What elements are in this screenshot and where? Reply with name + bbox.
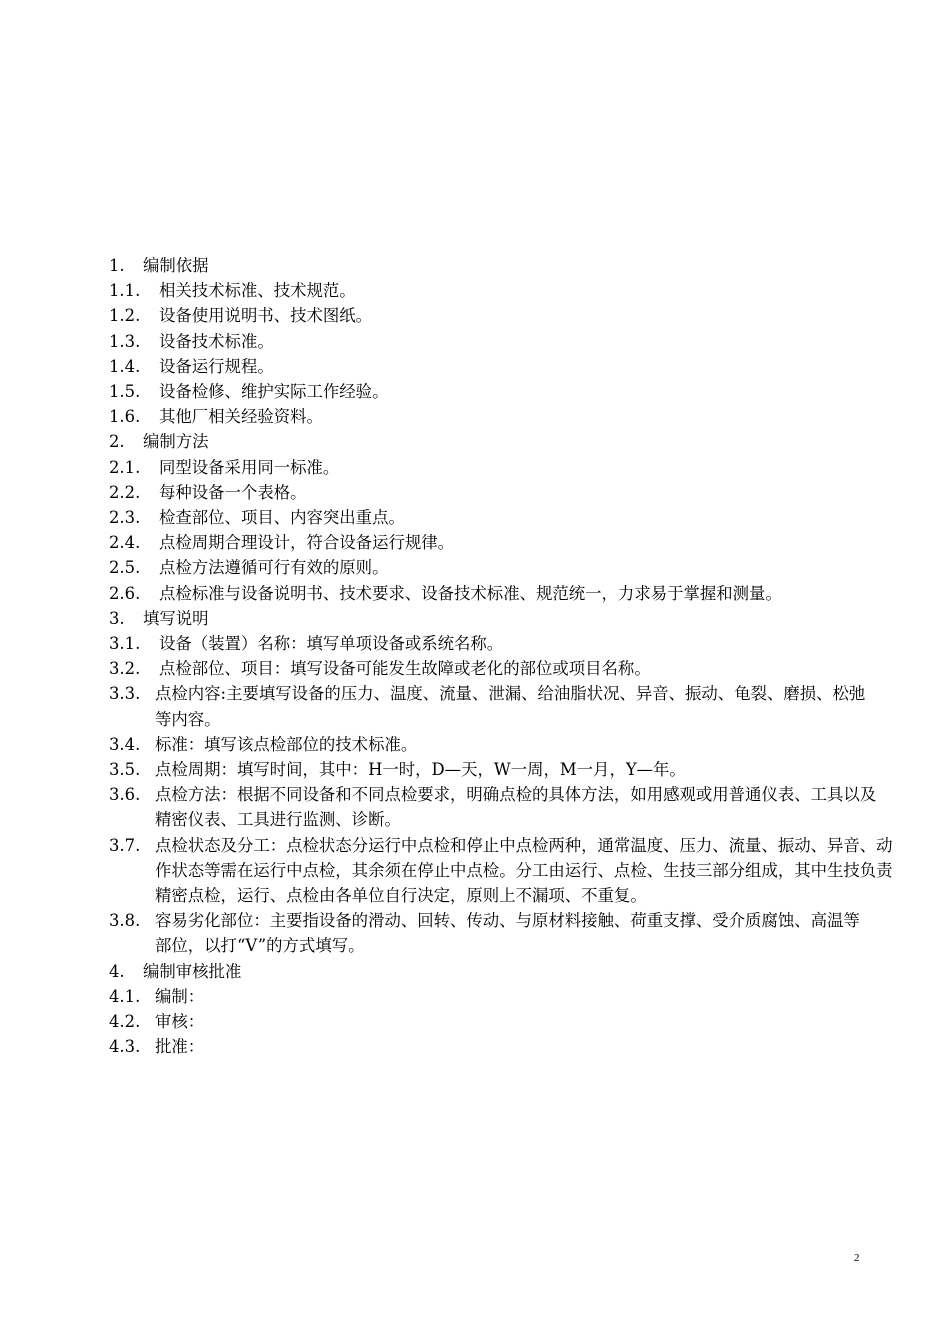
- section-heading: [109, 429, 899, 454]
- list-item: [109, 908, 899, 958]
- item-number: 4.1.: [109, 986, 141, 1006]
- item-text: 点检周期合理设计，符合设备运行规律。: [159, 533, 455, 553]
- item-text: 点检周期：填写时间，其中：H一时，D—天，W一周，M一月，Y—年。: [155, 760, 686, 780]
- item-number: 3.2.: [109, 659, 141, 679]
- item-number: 3.5.: [109, 760, 141, 780]
- item-number: 1.6.: [109, 407, 141, 427]
- item-number: 1.2.: [109, 306, 141, 326]
- list-item: [109, 732, 899, 757]
- section-title: 编制方法: [143, 432, 209, 452]
- document-body: [109, 253, 899, 1060]
- item-number: 3.7.: [109, 835, 141, 855]
- list-item: [109, 354, 899, 379]
- item-text: 审核：: [155, 1012, 205, 1032]
- list-item: [109, 757, 899, 782]
- item-number: 4.2.: [109, 1012, 141, 1032]
- list-item: [109, 404, 899, 429]
- item-number: 2.5.: [109, 558, 141, 578]
- list-item: [109, 1034, 899, 1059]
- list-item: [109, 984, 899, 1009]
- item-text: 点检内容:主要填写设备的压力、温度、流量、泄漏、给油脂状况、异音、振动、龟裂、磨损、松弛等内容。: [155, 684, 866, 729]
- item-number: 3.3.: [109, 684, 141, 704]
- item-text: 点检方法遵循可行有效的原则。: [159, 558, 389, 578]
- item-number: 1.5.: [109, 382, 141, 402]
- item-text: 检查部位、项目、内容突出重点。: [159, 508, 405, 528]
- item-text: 设备使用说明书、技术图纸。: [159, 306, 373, 326]
- item-number: 2.6.: [109, 583, 141, 603]
- section-heading: [109, 606, 899, 631]
- section-title: 编制依据: [143, 256, 209, 275]
- list-item: [109, 379, 899, 404]
- list-item: [109, 530, 899, 555]
- list-item: [109, 631, 899, 656]
- item-text: 设备运行规程。: [159, 356, 274, 376]
- list-item: [109, 581, 899, 606]
- item-text: 设备（装置）名称：填写单项设备或系统名称。: [159, 634, 504, 654]
- list-item: [109, 505, 899, 530]
- item-number: 1.1.: [109, 281, 141, 301]
- list-item: [109, 278, 899, 303]
- list-item: [109, 303, 899, 328]
- section-number: 4.: [109, 961, 125, 981]
- item-number: 2.1.: [109, 457, 141, 477]
- item-number: 4.3.: [109, 1037, 141, 1057]
- item-number: 3.4.: [109, 734, 141, 754]
- item-number: 3.6.: [109, 785, 141, 805]
- item-text: 容易劣化部位：主要指设备的滑动、回转、传动、与原材料接触、荷重支撑、受介质腐蚀、高温等部位，以打“V”的方式填写。: [155, 911, 860, 956]
- item-text: 相关技术标准、技术规范。: [159, 281, 356, 301]
- item-number: 3.1.: [109, 634, 141, 654]
- section-title: 填写说明: [143, 608, 209, 628]
- item-text: 每种设备一个表格。: [159, 482, 307, 502]
- item-text: 点检方法：根据不同设备和不同点检要求，明确点检的具体方法，如用感观或用普通仪表、工具以及精密仪表、工具进行监测、诊断。: [155, 785, 877, 830]
- section-title: 编制审核批准: [143, 961, 242, 981]
- section-number: 1.: [109, 256, 125, 275]
- list-item: [109, 455, 899, 480]
- item-number: 1.4.: [109, 356, 141, 376]
- item-number: 2.2.: [109, 482, 141, 502]
- item-text: 设备技术标准。: [159, 331, 274, 351]
- item-text: 同型设备采用同一标准。: [159, 457, 340, 477]
- list-item: [109, 329, 899, 354]
- item-number: 1.3.: [109, 331, 141, 351]
- item-text: 批准：: [155, 1037, 205, 1057]
- list-item: [109, 656, 899, 681]
- list-item: [109, 833, 899, 909]
- section-number: 2.: [109, 432, 125, 452]
- list-item: [109, 480, 899, 505]
- item-text: 设备检修、维护实际工作经验。: [159, 382, 389, 402]
- item-text: 其他厂相关经验资料。: [159, 407, 323, 427]
- list-item: [109, 1009, 899, 1034]
- item-text: 点检状态及分工：点检状态分运行中点检和停止中点检两种，通常温度、压力、流量、振动、异音、动作状态等需在运行中点检，其余须在停止中点检。分工由运行、点检、生技三部分组成，其中生技负责精密点检，运行、点检由各单位自行决定，原则上不漏项、不重复。: [155, 835, 893, 906]
- item-text: 点检标准与设备说明书、技术要求、设备技术标准、规范统一，力求易于掌握和测量。: [159, 583, 782, 603]
- item-number: 3.8.: [109, 911, 141, 931]
- section-heading: [109, 253, 899, 278]
- item-number: 2.4.: [109, 533, 141, 553]
- item-number: 2.3.: [109, 508, 141, 528]
- item-text: 标准：填写该点检部位的技术标准。: [155, 734, 418, 754]
- item-text: 点检部位、项目：填写设备可能发生故障或老化的部位或项目名称。: [159, 659, 651, 679]
- list-item: [109, 681, 899, 731]
- section-heading: [109, 959, 899, 984]
- item-text: 编制：: [155, 986, 205, 1006]
- section-number: 3.: [109, 608, 125, 628]
- page-number: 2: [854, 1252, 860, 1264]
- list-item: [109, 555, 899, 580]
- list-item: [109, 782, 899, 832]
